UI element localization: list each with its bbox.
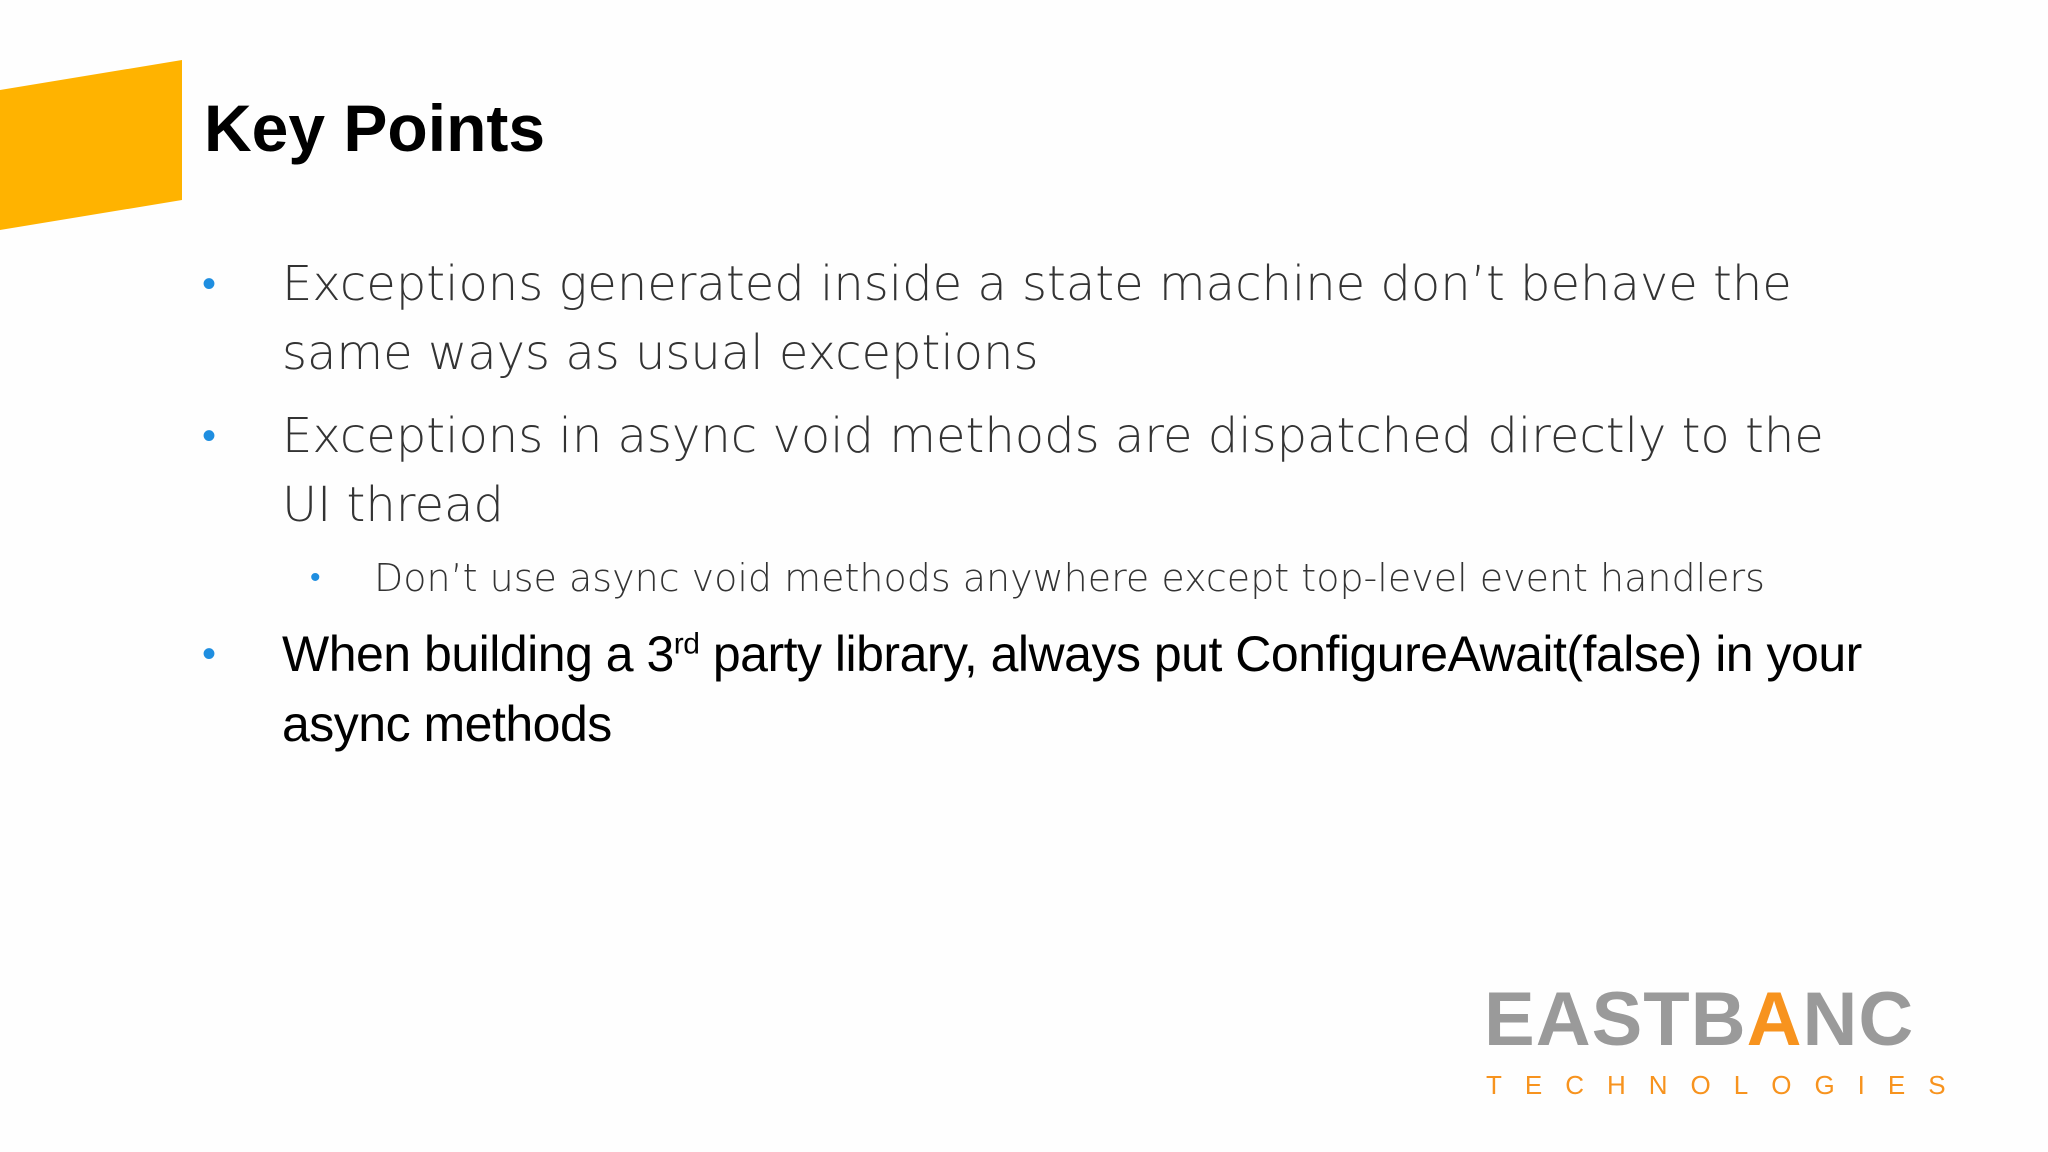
sub-bullet-item — [310, 552, 1874, 604]
bullet-text-after: party library, always put ConfigureAwait(false) in your async methods — [282, 626, 1862, 752]
logo-word-accent: A — [1746, 977, 1803, 1062]
bullet-dot-icon: • — [202, 261, 217, 307]
title-accent-shape — [0, 60, 182, 230]
bullet-text-before: When building a 3 — [282, 626, 674, 682]
bullet-item-emphasis — [202, 620, 1882, 760]
bullet-text: Exceptions in async void methods are dispatched directly to the UI thread — [282, 408, 1824, 533]
logo-wordmark — [1484, 977, 1915, 1062]
eastbanc-logo — [1484, 977, 1969, 1102]
bullet-text — [282, 626, 1862, 752]
bullet-dot-icon: • — [202, 631, 217, 677]
sub-bullet-text: Don’t use async void methods anywhere except top-level event handlers — [374, 556, 1765, 600]
logo-subtitle: TECHNOLOGIES — [1486, 1070, 1969, 1100]
slide-title: Key Points — [204, 91, 546, 165]
logo-word-part1: EASTB — [1484, 977, 1747, 1062]
ordinal-superscript: rd — [673, 627, 700, 661]
bullet-text: Exceptions generated inside a state machine don’t behave the same ways as usual exceptions — [282, 256, 1792, 381]
bullet-item — [202, 402, 1882, 540]
bullet-dot-icon: • — [310, 560, 321, 595]
bullet-item — [202, 250, 1882, 388]
bullet-dot-icon: • — [202, 413, 217, 459]
logo-word-part2: NC — [1802, 977, 1915, 1062]
